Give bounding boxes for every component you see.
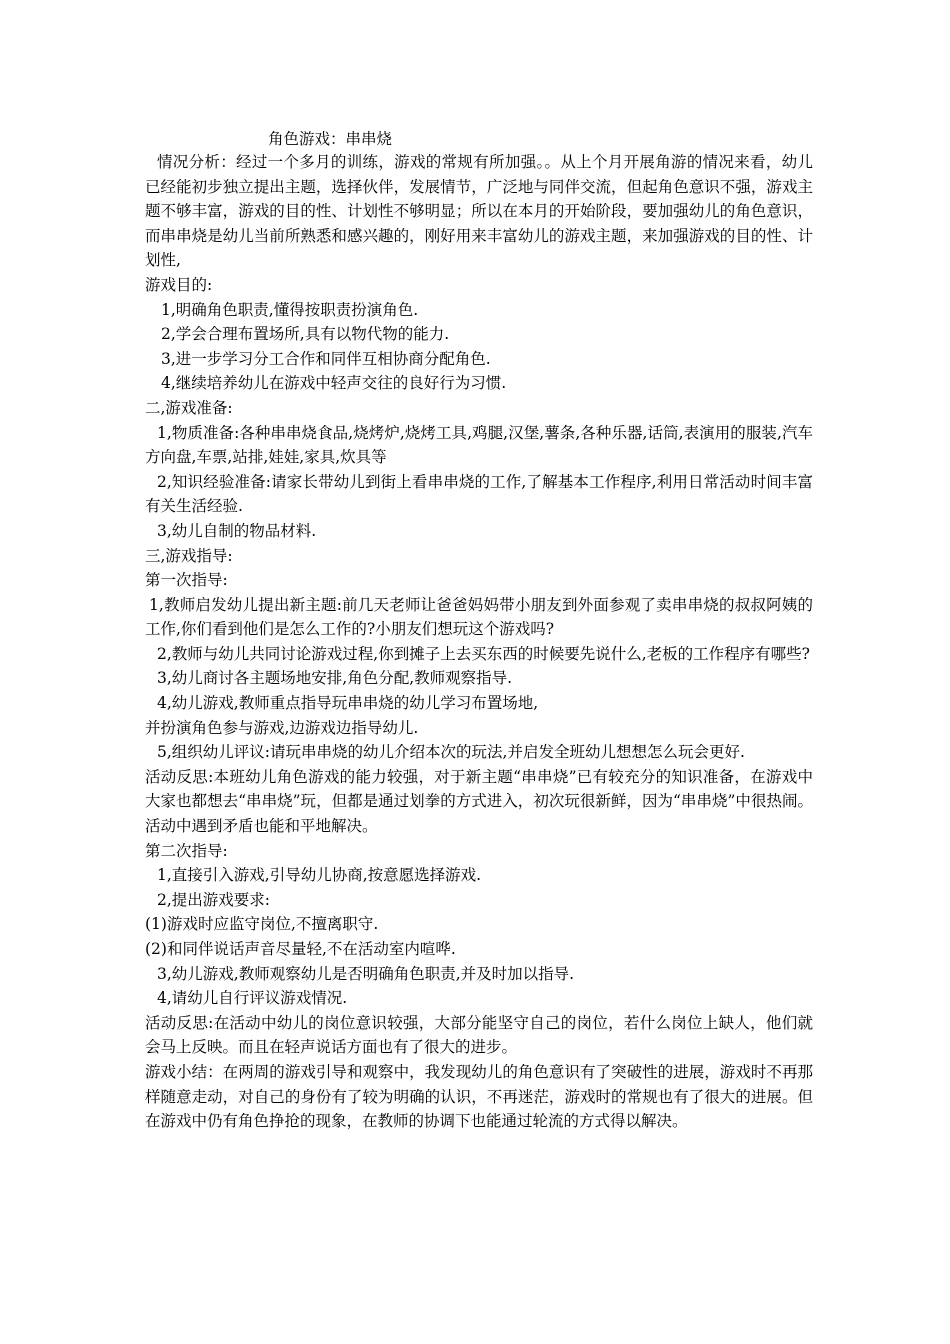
paragraph: 5,组织幼儿评议:请玩串串烧的幼儿介绍本次的玩法,并启发全班幼儿想想怎么玩会更好.	[157, 743, 745, 762]
document-body	[145, 150, 813, 1134]
paragraph: 3,进一步学习分工合作和同伴互相协商分配角色.	[161, 349, 491, 368]
paragraph: 游戏小结：在两周的游戏引导和观察中，我发现幼儿的角色意识有了突破性的进展，游戏时不再那样随意走动，对自己的身份有了较为明确的认识，不再迷茫，游戏时的常规也有了很大的进展。但在游戏中仍有角色挣抢的现象，在教师的协调下也能通过轮流的方式得以解决。	[145, 1062, 813, 1131]
paragraph: 情况分析：经过一个多月的训练，游戏的常规有所加强。。从上个月开展角游的情况来看，幼儿已经能初步独立提出主题，选择伙伴，发展情节，广泛地与同伴交流，但起角色意识不强，游戏主题不够丰富，游戏的目的性、计划性不够明显；所以在本月的开始阶段，要加强幼儿的角色意识，而串串烧是幼儿当前所熟悉和感兴趣的，刚好用来丰富幼儿的游戏主题，来加强游戏的目的性、计划性,	[145, 153, 813, 270]
paragraph: 1,直接引入游戏,引导幼儿协商,按意愿选择游戏.	[157, 866, 482, 885]
paragraph: (1)游戏时应监守岗位,不擅离职守.	[145, 915, 379, 934]
document-title: 角色游戏：串串烧	[268, 130, 393, 148]
paragraph: 4,请幼儿自行评议游戏情况.	[157, 989, 348, 1008]
paragraph: 活动反思:在活动中幼儿的岗位意识较强，大部分能坚守自己的岗位，若什么岗位上缺人，他们就会马上反映。而且在轻声说话方面也有了很大的进步。	[145, 1013, 813, 1057]
paragraph: 4,继续培养幼儿在游戏中轻声交往的良好行为习惯.	[161, 374, 507, 393]
paragraph: 1,明确角色职责,懂得按职责扮演角色.	[161, 300, 419, 319]
paragraph: 2,提出游戏要求:	[157, 890, 271, 909]
paragraph: 1,物质准备:各种串串烧食品,烧烤炉,烧烤工具,鸡腿,汉堡,薯条,各种乐器,话筒,表演用的服装,汽车方向盘,车票,站排,娃娃,家具,炊具等	[145, 423, 813, 467]
paragraph: 3,幼儿游戏,教师观察幼儿是否明确角色职责,并及时加以指导.	[157, 964, 575, 983]
paragraph: 2,学会合理布置场所,具有以物代物的能力.	[161, 325, 450, 344]
paragraph: 活动反思:本班幼儿角色游戏的能力较强，对于新主题“串串烧”已有较充分的知识准备，在游戏中大家也都想去“串串烧”玩，但都是通过划拳的方式进入，初次玩很新鲜，因为“串串烧”中很热闹。活动中遇到矛盾也能和平地解决。	[145, 767, 813, 836]
paragraph: 并扮演角色参与游戏,边游戏边指导幼儿.	[145, 718, 419, 737]
paragraph: 第一次指导:	[145, 571, 228, 590]
paragraph: 4,幼儿游戏,教师重点指导玩串串烧的幼儿学习布置场地,	[157, 694, 539, 713]
paragraph: 1,教师启发幼儿提出新主题:前几天老师让爸爸妈妈带小朋友到外面参观了卖串串烧的叔叔阿姨的工作,你们看到他们是怎么工作的?小朋友们想玩这个游戏吗?	[145, 595, 813, 639]
paragraph: 二,游戏准备:	[145, 398, 233, 417]
paragraph: 三,游戏指导:	[145, 546, 233, 565]
paragraph: 2,教师与幼儿共同讨论游戏过程,你到摊子上去买东西的时候要先说什么,老板的工作程序有哪些?	[157, 644, 810, 663]
paragraph: 第二次指导:	[145, 841, 228, 860]
paragraph: 3,幼儿商讨各主题场地安排,角色分配,教师观察指导.	[157, 669, 513, 688]
paragraph: 游戏目的:	[145, 275, 213, 294]
paragraph: 3,幼儿自制的物品材料.	[157, 521, 317, 540]
paragraph: 2,知识经验准备:请家长带幼儿到街上看串串烧的工作,了解基本工作程序,利用日常活动时间丰富有关生活经验.	[145, 472, 813, 516]
paragraph: (2)和同伴说话声音尽量轻,不在活动室内喧哗.	[145, 940, 456, 958]
